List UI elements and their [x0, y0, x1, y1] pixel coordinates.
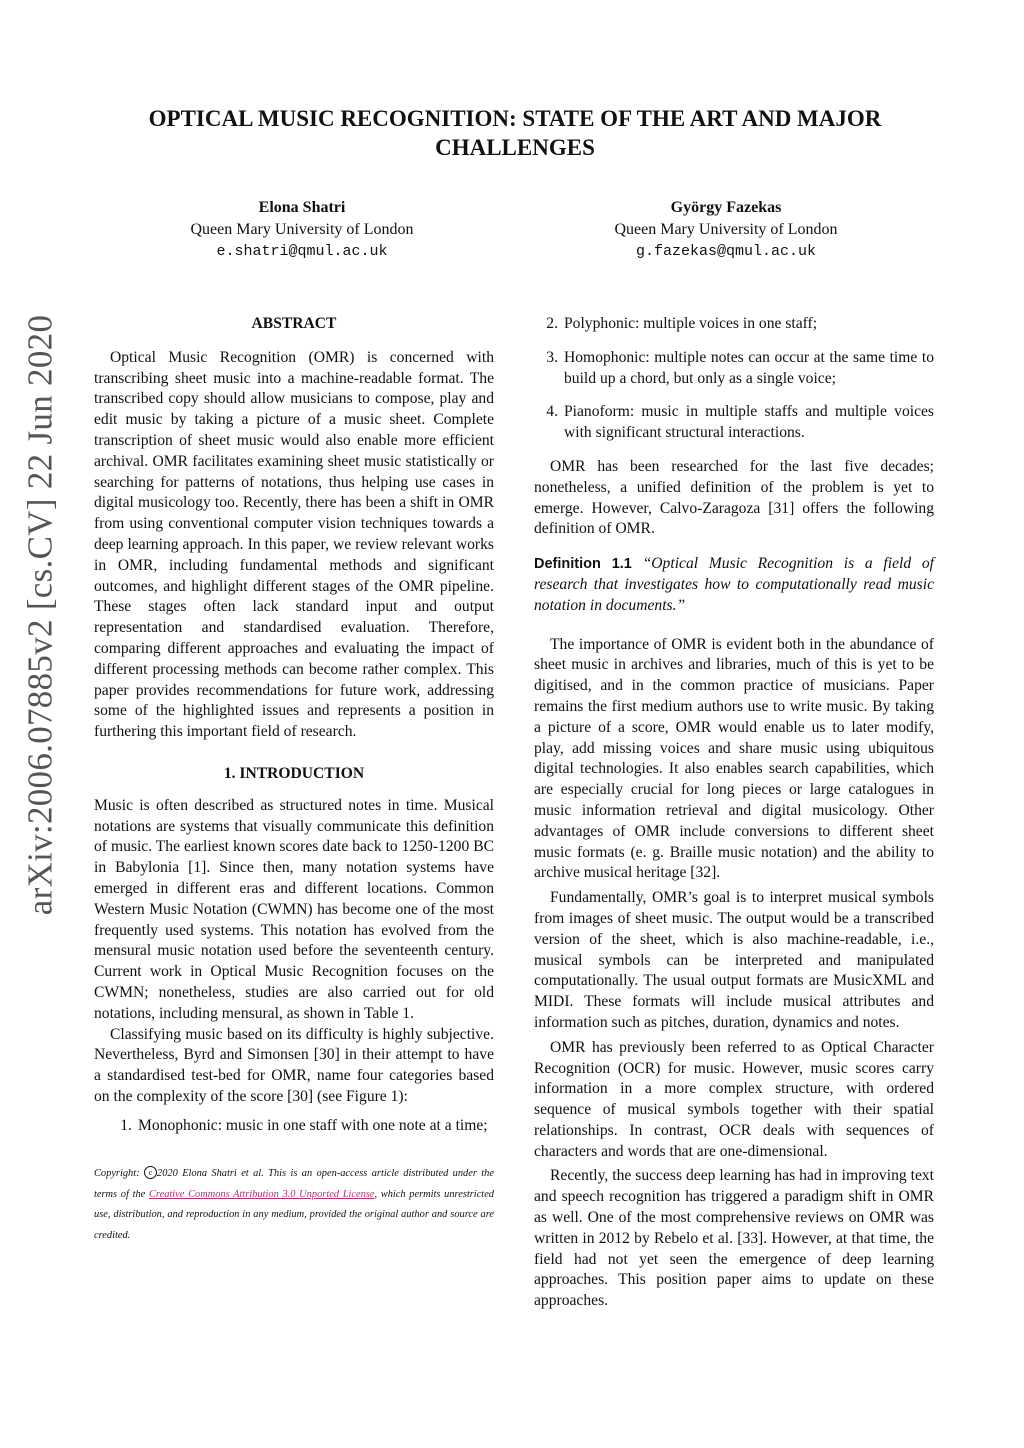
license-link[interactable]: Creative Commons Attribution 3.0 Unported License [149, 1188, 375, 1200]
copyright-symbol-icon: c [144, 1166, 157, 1179]
list-number: 2. [546, 315, 558, 332]
paragraph: Classifying music based on its difficulty is highly subjective. Nevertheless, Byrd and Simonsen [30] in their attempt to have a standardised test-bed for OMR, name four categories based on the complexity of the score [30] (see Figure 1): [94, 1025, 494, 1105]
list-item [108, 1116, 494, 1137]
copyright-prefix: Copyright: [94, 1168, 140, 1180]
author-name: György Fazekas [670, 199, 782, 216]
paragraph: The importance of OMR is evident both in the abundance of sheet music in archives and libraries, much of this is yet to be digitised, and in the common practice of musicians. Paper remains the first medium authors use to write music. By taking a picture of a score, OMR would enable us to later modify, play, add missing voices and share music using ubiquitous digital technologies. It also enables search capabilities, which are especially crucial for long pieces or large catalogues in music information retrieval and digital musicology. Other advantages of OMR include conversions to different sheet music formats (e. g. Braille music notation) and the ability to archive musical heritage [32]. [534, 635, 934, 882]
paragraph: Recently, the success deep learning has had in improving text and speech recognition has triggered a paradigm shift in OMR as well. One of the most comprehensive reviews on OMR was written in 2012 by Rebelo et al. [33]. However, at that time, the field had not yet seen the emergence of deep learning approaches. This position paper aims to update on these approaches. [534, 1167, 934, 1310]
list-number: 1. [120, 1116, 132, 1134]
list-number: 3. [546, 348, 558, 366]
paragraph: OMR has previously been referred to as Optical Character Recognition (OCR) for music. However, music scores carry information in a more complex structure, with ordered sequence of musical symbols together with their spatial relationships. In contrast, OCR deals with sequences of characters and words that are one-dimensional. [534, 1038, 934, 1160]
list-text: Homophonic: multiple notes can occur at the same time to build up a chord, but only as a single voice; [564, 348, 934, 387]
author-block [137, 197, 467, 263]
list-text: Polyphonic: multiple voices in one staff; [564, 315, 818, 332]
definition-label: Definition 1.1 [534, 556, 632, 573]
paper-title: OPTICAL MUSIC RECOGNITION: STATE OF THE ART AND MAJOR CHALLENGES [148, 106, 882, 160]
list-text: Monophonic: music in one staff with one note at a time; [138, 1116, 488, 1134]
list-number: 4. [546, 403, 558, 421]
list-item [534, 348, 934, 390]
paragraph: Music is often described as structured notes in time. Musical notations are systems that visually communicate this definition of music. The earliest known scores date back to 1250-1200 BC in Babylonia [1]. Since then, many notation systems have emerged in different eras and different locations. Common Western Music Notation (CWMN) has become one of the most frequently used systems. This notation has evolved from the mensural music notation used before the seventeenth century. Current work in Optical Music Recognition focuses on the CWMN; nonetheless, studies are also carried out for old notations, including mensural, as shown in Table 1. [94, 796, 494, 1022]
author-email[interactable]: e.shatri@qmul.ac.uk [216, 243, 388, 260]
definition-text: “Optical Music Recognition is a field of research that investigates how to computationally read music notation in documents.” [534, 555, 934, 614]
abstract-text: Optical Music Recognition (OMR) is concerned with transcribing sheet music into a machine-readable format. The transcribed copy should allow musicians to compose, play and edit music by taking a picture of a music sheet. Complete transcription of sheet music would also enable more efficient archival. OMR facilitates examining sheet music statistically or searching for patterns of notations, thus helping use cases in digital musicology too. Recently, there has been a shift in OMR from using conventional computer vision techniques towards a deep learning approach. In this paper, we review relevant works in OMR, including fundamental methods and significant outcomes, and highlight different stages of the OMR pipeline. These stages often lack standard input and output representation and standardised evaluation. Therefore, comparing different approaches and evaluating the impact of different processing methods can become rather complex. This paper provides recommendations for future work, addressing some of the highlighted issues and represents a position in furthering this important field of research. [94, 348, 494, 741]
complexity-list-continued [534, 314, 934, 444]
complexity-list [94, 1116, 494, 1137]
abstract-heading: ABSTRACT [251, 315, 337, 332]
copyright-notice [94, 1164, 494, 1246]
author-block [561, 197, 891, 263]
arxiv-identifier-text: arXiv:2006.07885v2 [cs.CV] 22 Jun 2020 [20, 314, 59, 916]
copyright-holder: 2020 Elona Shatri et al. This is an open-access article distributed under the terms of the [94, 1168, 494, 1200]
author-affiliation: Queen Mary University of London [190, 221, 414, 238]
left-column [94, 314, 494, 1246]
right-column [534, 314, 934, 1312]
author-email[interactable]: g.fazekas@qmul.ac.uk [635, 243, 817, 260]
paragraph: Fundamentally, OMR’s goal is to interpret musical symbols from images of sheet music. The output would be a transcribed version of the sheet, which is also machine-readable, i.e., musical symbols can be interpreted and manipulated computationally. The usual output formats are MusicXML and MIDI. These formats will include musical attributes and information such as pitches, duration, dynamics and notes. [534, 889, 934, 1031]
definition-block [534, 554, 934, 616]
list-item [534, 402, 934, 444]
author-affiliation: Queen Mary University of London [614, 221, 838, 238]
paragraph: OMR has been researched for the last five decades; nonetheless, a unified definition of the problem is yet to emerge. However, Calvo-Zaragoza [31] offers the following definition of OMR. [534, 457, 934, 538]
author-name: Elona Shatri [258, 199, 346, 216]
introduction-heading: 1. INTRODUCTION [223, 764, 365, 782]
list-text: Pianoform: music in multiple staffs and multiple voices with significant structural interactions. [564, 403, 934, 442]
copyright-suffix: , which permits unrestricted use, distribution, and reproduction in any medium, provided the original author and source are credited. [94, 1188, 494, 1241]
arxiv-identifier [10, 150, 70, 1080]
list-item [534, 314, 934, 335]
